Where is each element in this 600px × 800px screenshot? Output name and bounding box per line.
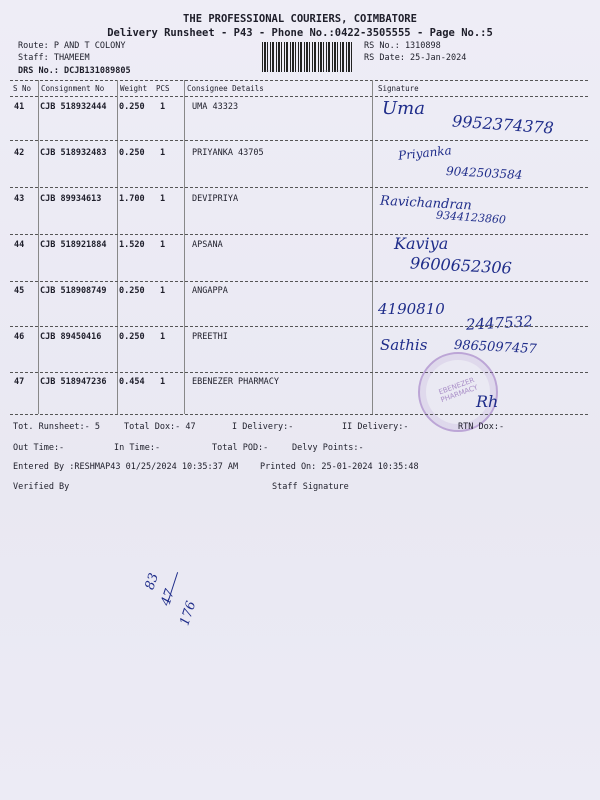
i-delivery: I Delivery:- [232, 422, 294, 432]
handwritten-phone: 9865097457 [453, 337, 538, 358]
row-pcs: 1 [160, 148, 166, 158]
col-consignment: Consignment No [41, 84, 105, 93]
col-sno: S No [13, 84, 32, 93]
col-weight: Weight [120, 84, 148, 93]
col-pcs: PCS [156, 84, 170, 93]
row-weight: 1.520 [119, 240, 145, 250]
row-consignee: APSANA [192, 240, 223, 250]
handwritten-phone: 9952374378 [451, 111, 555, 138]
row-consignment: CJB 518932444 [40, 102, 107, 112]
col-divider [117, 80, 118, 414]
total-runsheet: Tot. Runsheet:- 5 [13, 422, 100, 432]
row-pcs: 1 [160, 377, 166, 387]
handwritten-signature: Uma [382, 98, 425, 119]
total-dox: Total Dox:- 47 [124, 422, 196, 432]
col-signature: Signature [378, 84, 419, 93]
total-pod: Total POD:- [212, 443, 269, 453]
row-sno: 44 [14, 240, 25, 250]
row-consignment: CJB 518921884 [40, 240, 107, 250]
row-consignee: DEVIPRIYA [192, 194, 239, 204]
handwritten-phone: 2447532 [465, 312, 534, 334]
entered-by: Entered By :RESHMAP43 01/25/2024 10:35:37 AM [13, 462, 239, 472]
handwritten-number: 176 [177, 599, 200, 628]
row-sno: 47 [14, 377, 25, 387]
col-divider [372, 80, 373, 414]
row-pcs: 1 [160, 102, 166, 112]
pharmacy-stamp: EBENEZER PHARMACY [418, 352, 498, 432]
row-pcs: 1 [160, 240, 166, 250]
drs-label: DRS No.: DCJB131089805 [18, 66, 131, 76]
rs-no: RS No.: 1310898 [364, 41, 441, 51]
handwritten-phone: 9600652306 [409, 253, 513, 278]
row-consignment: CJB 518908749 [40, 286, 107, 296]
barcode [262, 42, 354, 72]
header-bottom-rule [10, 96, 588, 97]
row-consignment: CJB 89450416 [40, 332, 102, 342]
handwritten-phone: 9042503584 [445, 164, 523, 182]
row-weight: 0.250 [119, 286, 145, 296]
col-divider [184, 80, 185, 414]
col-consignee: Consignee Details [187, 84, 264, 93]
row-consignment: CJB 518947236 [40, 377, 107, 387]
rs-date: RS Date: 25-Jan-2024 [364, 53, 467, 63]
staff-signature: Staff Signature [272, 482, 349, 492]
row-consignee: EBENEZER PHARMACY [192, 377, 279, 387]
handwritten-signature: Kaviya [394, 234, 449, 253]
row-pcs: 1 [160, 194, 166, 204]
row-consignee: PREETHI [192, 332, 228, 342]
col-divider [38, 80, 39, 414]
verified-by: Verified By [13, 482, 70, 492]
rtn-dox: RTN Dox:- [458, 422, 505, 432]
row-weight: 0.250 [119, 148, 145, 158]
row-pcs: 1 [160, 332, 166, 342]
handwritten-signature: Sathis [380, 336, 428, 354]
row-rule [10, 140, 588, 141]
company-title: THE PROFESSIONAL COURIERS, COIMBATORE [183, 13, 417, 25]
handwritten-signature: 4190810 [378, 300, 445, 318]
out-time: Out Time:- [13, 443, 65, 453]
row-rule [10, 281, 588, 282]
row-sno: 43 [14, 194, 25, 204]
delvy-points: Delvy Points:- [292, 443, 364, 453]
route-label: Route: P AND T COLONY [18, 41, 126, 51]
row-rule [10, 372, 588, 373]
row-sno: 46 [14, 332, 25, 342]
row-rule [10, 326, 588, 327]
row-consignee: ANGAPPA [192, 286, 228, 296]
table-bottom-rule [10, 414, 588, 415]
row-consignee: UMA 43323 [192, 102, 239, 112]
handwritten-phone: 9344123860 [435, 208, 507, 227]
header-top-rule [10, 80, 588, 81]
row-consignee: PRIYANKA 43705 [192, 148, 264, 158]
handwritten-signature: Ravichandran [379, 193, 473, 214]
row-rule [10, 234, 588, 235]
row-rule [10, 187, 588, 188]
staff-label: Staff: THAMEEM [18, 53, 90, 63]
row-sno: 42 [14, 148, 25, 158]
handwritten-number: 47 [158, 587, 178, 608]
row-sno: 41 [14, 102, 25, 112]
handwritten-signature: Rh [476, 392, 499, 411]
row-consignment: CJB 89934613 [40, 194, 102, 204]
printed-on: Printed On: 25-01-2024 10:35:48 [260, 462, 419, 472]
row-weight: 0.250 [119, 332, 145, 342]
row-pcs: 1 [160, 286, 166, 296]
in-time: In Time:- [114, 443, 161, 453]
handwritten-signature: Priyanka [397, 143, 453, 163]
runsheet-title: Delivery Runsheet - P43 - Phone No.:0422-3505555 - Page No.:5 [107, 27, 493, 39]
row-weight: 0.454 [119, 377, 145, 387]
row-sno: 45 [14, 286, 25, 296]
row-weight: 0.250 [119, 102, 145, 112]
ii-delivery: II Delivery:- [342, 422, 409, 432]
handwritten-number: 83 [142, 571, 162, 592]
row-consignment: CJB 518932483 [40, 148, 107, 158]
row-weight: 1.700 [119, 194, 145, 204]
